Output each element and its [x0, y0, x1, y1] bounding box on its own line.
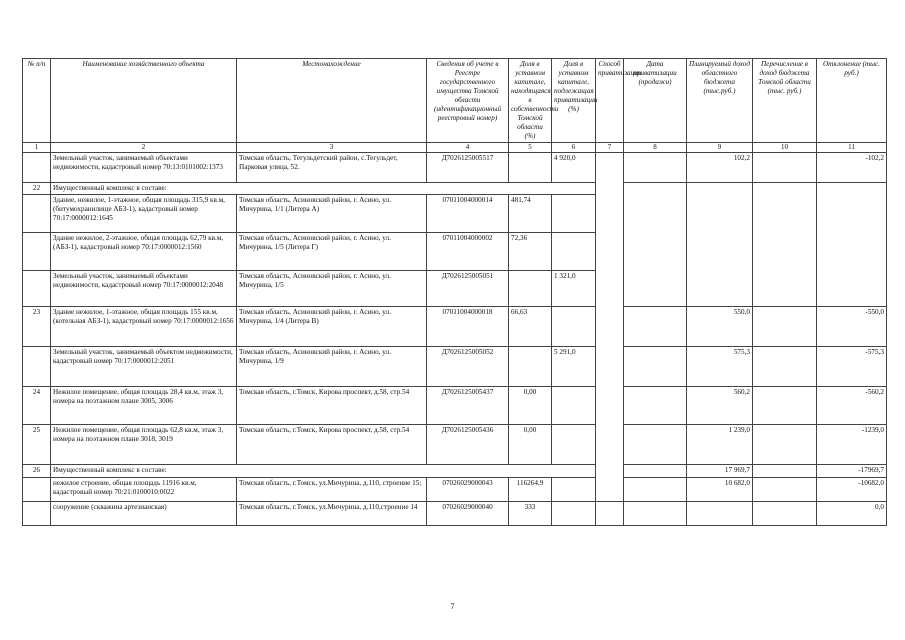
header-planned-income: Планируемый доход областного бюджета (тыс.руб.)	[687, 59, 753, 143]
share-owned	[509, 347, 552, 387]
share-privatized	[552, 195, 596, 233]
column-number: 10	[753, 143, 817, 153]
privatization-date	[624, 465, 687, 478]
header-row	[23, 59, 887, 143]
row-number	[23, 347, 51, 387]
column-number: 11	[817, 143, 887, 153]
row-number: 24	[23, 387, 51, 425]
object-location: Томская область, г.Томск, Кирова проспект, д.58, стр.54	[237, 425, 427, 465]
share-owned: 0,00	[509, 387, 552, 425]
transferred	[753, 465, 817, 478]
registry-number: Д7026125005517	[427, 153, 509, 183]
column-number: 8	[624, 143, 687, 153]
deviation: 0,0	[817, 502, 887, 526]
share-owned: 481,74	[509, 195, 552, 233]
share-owned: 72,36	[509, 233, 552, 271]
header-registry: Сведения об учете в Реестре государственного имущества Томской области (идентификационный реестровый номер)	[427, 59, 509, 143]
deviation: -10682,0	[817, 478, 887, 502]
deviation: -17969,7	[817, 465, 887, 478]
column-number: 9	[687, 143, 753, 153]
share-privatized	[552, 425, 596, 465]
column-number: 4	[427, 143, 509, 153]
registry-number: 07026029000043	[427, 478, 509, 502]
object-name: нежилое строение, общая площадь 11916 кв.м, кадастровый номер 70:21:0100010:0022	[51, 478, 237, 502]
share-privatized	[552, 233, 596, 271]
deviation: -560,2	[817, 387, 887, 425]
registry-number: 07011004000002	[427, 233, 509, 271]
object-location: Томская область, г.Томск, ул.Мичурина, д.110,строение 14	[237, 502, 427, 526]
privatization-date	[624, 502, 687, 526]
share-privatized: 4 920,0	[552, 153, 596, 183]
registry-number: Д7026125005437	[427, 387, 509, 425]
header-date: Дата приватизации (продажи)	[624, 59, 687, 143]
registry-number: Д7026125005051	[427, 271, 509, 307]
transferred-group	[753, 183, 817, 307]
transferred	[753, 387, 817, 425]
deviation: -102,2	[817, 153, 887, 183]
privatization-date	[624, 183, 687, 307]
share-privatized: 5 291,0	[552, 347, 596, 387]
share-owned: 116264,9	[509, 478, 552, 502]
privatization-method	[596, 502, 624, 526]
transferred	[753, 425, 817, 465]
registry-number: 07026029000040	[427, 502, 509, 526]
complex-label: Имущественный комплекс в составе:	[51, 465, 596, 478]
table-row	[23, 153, 887, 183]
column-number: 6	[552, 143, 596, 153]
table-row	[23, 183, 887, 195]
privatization-date	[624, 347, 687, 387]
planned-income: 102,2	[687, 153, 753, 183]
transferred	[753, 502, 817, 526]
object-name: Земельный участок, занимаемый объектами недвижимости, кадастровый номер 70:17:0000012:2048	[51, 271, 237, 307]
share-privatized: 1 321,0	[552, 271, 596, 307]
header-transferred: Перечисление в доход бюджета Томской области (тыс. руб.)	[753, 59, 817, 143]
column-number: 1	[23, 143, 51, 153]
header-num: № п/п	[23, 59, 51, 143]
object-location: Томская область, г.Томск, Кирова проспект, д.58, стр.54	[237, 387, 427, 425]
share-privatized	[552, 478, 596, 502]
object-location: Томская область, г.Томск, ул.Мичурина, д.110, строение 15;	[237, 478, 427, 502]
planned-income: 1 239,0	[687, 425, 753, 465]
share-privatized	[552, 502, 596, 526]
row-number: 25	[23, 425, 51, 465]
header-deviation: Отклонение (тыс. руб.)	[817, 59, 887, 143]
object-name: Здание нежилое, 1-этажное, общая площадь 155 кв.м,(котельная АБЗ-1), кадастровый номер 70:17:0000012:1656	[51, 307, 237, 347]
column-number: 3	[237, 143, 427, 153]
header-share-privatized: Доля в уставном капитале, подлежащая приватизации (%)	[552, 59, 596, 143]
row-number	[23, 195, 51, 233]
object-name: сооружение (скважина артезианская)	[51, 502, 237, 526]
privatization-date	[624, 307, 687, 347]
transferred	[753, 153, 817, 183]
registry-number: Д7026125005436	[427, 425, 509, 465]
planned-income: 17 969,7	[687, 465, 753, 478]
column-number: 2	[51, 143, 237, 153]
table-row	[23, 465, 887, 478]
deviation: -550,0	[817, 307, 887, 347]
header-location: Местонахождение	[237, 59, 427, 143]
share-privatized	[552, 387, 596, 425]
planned-income: 10 682,0	[687, 478, 753, 502]
privatization-date	[624, 478, 687, 502]
object-name: Здание нежилое, 2-этажное, общая площадь 62,79 кв.м, (АБЗ-1), кадастровый номер 70:17:0000012:1560	[51, 233, 237, 271]
column-number: 5	[509, 143, 552, 153]
table-row	[23, 425, 887, 465]
header-name: Наименование хозяйственного объекта	[51, 59, 237, 143]
object-name: Нежилое помещение, общая площадь 28,4 кв.м, этаж 3, номера на поэтажном плане 3005, 3006	[51, 387, 237, 425]
object-location: Томская область, Тегульдетский район, с.Тегульдет, Парковая улица, 52.	[237, 153, 427, 183]
table-row	[23, 347, 887, 387]
table-row	[23, 478, 887, 502]
object-location: Томская область, Асиновский район, г. Асино, ул. Мичурина, 1/4 (Литера В)	[237, 307, 427, 347]
registry-number: 07011004000014	[427, 195, 509, 233]
registry-number: 07011004000018	[427, 307, 509, 347]
row-number	[23, 153, 51, 183]
planned-income: 575,3	[687, 347, 753, 387]
header-share-owned: Доля в уставном капитале, находящаяся в собственности Томской области (%)	[509, 59, 552, 143]
object-location: Томская область, Асиновский район, г. Асино, ул. Мичурина, 1/5 (Литера Г)	[237, 233, 427, 271]
privatization-date	[624, 387, 687, 425]
column-number-row	[23, 143, 887, 153]
share-privatized	[552, 307, 596, 347]
registry-number: Д7026125005052	[427, 347, 509, 387]
object-location: Томская область, Асиновский район, г. Асино, ул. Мичурина, 1/1 (Литера А)	[237, 195, 427, 233]
privatization-table	[22, 58, 887, 526]
object-name: Земельный участок, занимаемый объектами недвижимости, кадастровый номер 70:13:0101002:1373	[51, 153, 237, 183]
complex-label: Имущественный комплекс в составе:	[51, 183, 596, 195]
table-row	[23, 387, 887, 425]
row-number	[23, 233, 51, 271]
share-owned: 333	[509, 502, 552, 526]
transferred	[753, 478, 817, 502]
object-location: Томская область, Асиновский район, г. Асино, ул. Мичурина, 1/9	[237, 347, 427, 387]
object-location: Томская область, Асиновский район, г. Асино, ул. Мичурина, 1/5	[237, 271, 427, 307]
row-number	[23, 502, 51, 526]
privatization-date	[624, 425, 687, 465]
transferred	[753, 347, 817, 387]
page-number: 7	[450, 602, 455, 611]
planned-income	[687, 502, 753, 526]
planned-income-group	[687, 183, 753, 307]
table-row	[23, 502, 887, 526]
header-method: Способ приватизации	[596, 59, 624, 143]
deviation-group	[817, 183, 887, 307]
transferred	[753, 307, 817, 347]
share-owned: 0,00	[509, 425, 552, 465]
share-owned: 66,63	[509, 307, 552, 347]
table-row	[23, 307, 887, 347]
share-owned	[509, 271, 552, 307]
row-number: 22	[23, 183, 51, 195]
column-number: 7	[596, 143, 624, 153]
row-number	[23, 271, 51, 307]
privatization-method	[596, 153, 624, 502]
planned-income: 560,2	[687, 387, 753, 425]
object-name: Здание, нежилое, 1-этажное, общая площадь 315,9 кв.м,(битумохранилище АБЗ-1), кадастровый номер 70:17:0000012:1645	[51, 195, 237, 233]
row-number: 26	[23, 465, 51, 478]
object-name: Нежилое помещение, общая площадь 62,8 кв.м, этаж 3, номера на поэтажном плане 3018, 3019	[51, 425, 237, 465]
row-number: 23	[23, 307, 51, 347]
share-owned	[509, 153, 552, 183]
object-name: Земельный участок, занимаемый объектом недвижимости, кадастровый номер 70:17:0000012:2051	[51, 347, 237, 387]
deviation: -1239,0	[817, 425, 887, 465]
deviation: -575,3	[817, 347, 887, 387]
privatization-date	[624, 153, 687, 183]
row-number	[23, 478, 51, 502]
planned-income: 550,0	[687, 307, 753, 347]
